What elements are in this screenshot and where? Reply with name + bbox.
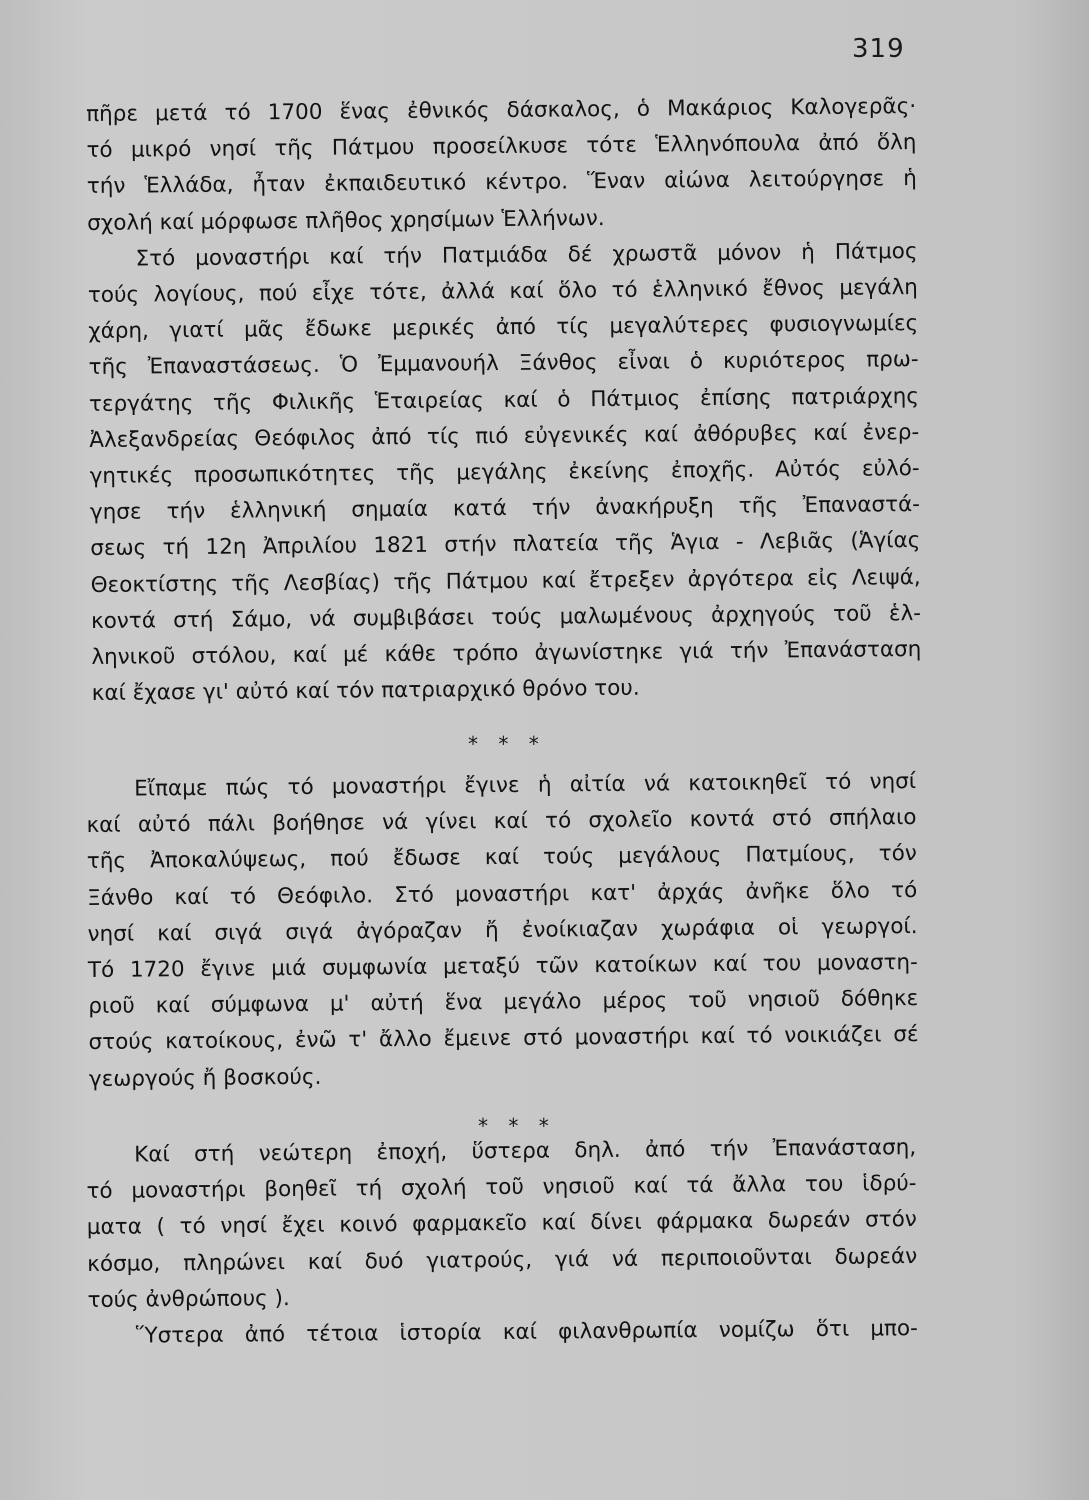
- text-line: τό μοναστήρι βοηθεῖ τή σχολή τοῦ νησιοῦ καί τά ἄλλα του ἱδρύ-: [86, 1171, 917, 1205]
- text-line: γησε τήν ἑλληνική σημαία κατά τήν ἀνακήρυξη τῆς Ἐπαναστά-: [89, 492, 921, 526]
- text-line: Ἀλεξανδρείας Θεόφιλος ἀπό τίς πιό εὐγενικές καί ἀθόρυβες καί ἐνερ-: [89, 419, 920, 453]
- text-line: Καί στή νεώτερη ἐποχή, ὕστερα δηλ. ἀπό τήν Ἐπανάσταση,: [134, 1135, 917, 1168]
- text-line: τεργάτης τῆς Φιλικῆς Ἑταιρείας καί ὁ Πάτμιος ἐπίσης πατριάρχης: [88, 383, 920, 417]
- text-line: γεωργούς ἤ βοσκούς.: [88, 1064, 322, 1092]
- text-line: Στό μοναστήρι καί τήν Πατμιάδα δέ χρωστᾶ μόνον ἡ Πάτμος: [135, 238, 918, 272]
- section-monastery-land: [86, 764, 919, 1098]
- text-line: νησί καί σιγά σιγά ἀγόραζαν ἤ ἐνοίκιαζαν χωράφια οἱ γεωργοί.: [87, 913, 918, 947]
- section-separator: * * *: [468, 732, 546, 756]
- text-line: Ξάνθο καί τό Θεόφιλο. Στό μοναστήρι κατ' ἀρχάς ἀνῆκε ὅλο τό: [87, 877, 918, 911]
- text-line: γητικές προσωπικότητες τῆς μεγάλης ἐκείνης ἐποχῆς. Αὐτός εὐλό-: [89, 456, 920, 490]
- page-edge-shadow: [1019, 0, 1089, 1500]
- text-line: ματα ( τό νησί ἔχει κοινό φαρμακεῖο καί δίνει φάρμακα δωρεάν στόν: [86, 1207, 917, 1241]
- text-line: Τό 1720 ἔγινε μιά συμφωνία μεταξύ τῶν κατοίκων καί του μοναστη-: [87, 950, 918, 984]
- text-line: στούς κατοίκους, ἐνῶ τ' ἄλλο ἔμεινε στό μοναστήρι καί τό νοικιάζει σέ: [88, 1022, 919, 1056]
- section-modern-era: [86, 1130, 918, 1355]
- section-separator: * * *: [478, 1114, 556, 1138]
- text-line: τό μικρό νησί τῆς Πάτμου προσείλκυσε τότε Ἑλληνόπουλα ἀπό ὅλη: [86, 130, 917, 164]
- text-line: ληνικοῦ στόλου, καί μέ κάθε τρόπο ἀγωνίστηκε γιά τήν Ἐπανάσταση: [91, 637, 922, 671]
- section-history-school: [86, 89, 922, 712]
- text-line: καί αὐτό πάλι βοήθησε νά γίνει καί τό σχολεῖο κοντά στό σπήλαιο: [86, 805, 917, 839]
- text-line: τούς ἀνθρώπους ).: [87, 1285, 290, 1313]
- text-line: Ὕστερα ἀπό τέτοια ἱστορία καί φιλανθρωπία νομίζω ὅτι μπο-: [135, 1316, 918, 1349]
- text-line: καί ἔχασε γι' αὐτό καί τόν πατριαρχικό θρόνο του.: [91, 675, 640, 707]
- page-number: 319: [852, 34, 905, 64]
- text-line: σχολή καί μόρφωσε πλῆθος χρησίμων Ἑλλήνων.: [87, 205, 605, 236]
- text-line: τήν Ἑλλάδα, ἦταν ἐκπαιδευτικό κέντρο. Ἕναν αἰώνα λειτούργησε ἡ: [86, 166, 917, 200]
- text-line: χάρη, γιατί μᾶς ἔδωκε μερικές ἀπό τίς μεγαλύτερες φυσιογνωμίες: [88, 311, 919, 345]
- text-line: ριοῦ καί σύμφωνα μ' αὐτή ἕνα μεγάλο μέρος τοῦ νησιοῦ δόθηκε: [88, 986, 919, 1020]
- text-line: Θεοκτίστης τῆς Λεσβίας) τῆς Πάτμου καί ἔτρεξεν ἀργότερα εἰς Λειψά,: [90, 564, 921, 598]
- text-line: κοντά στή Σάμο, νά συμβιβάσει τούς μαλωμένους ἀρχηγούς τοῦ ἑλ-: [90, 600, 922, 634]
- text-line: κόσμο, πληρώνει καί δυό γιατρούς, γιά νά περιποιοῦνται δωρεάν: [87, 1243, 918, 1277]
- text-line: τῆς Ἀποκαλύψεως, πού ἔδωσε καί τούς μεγάλους Πατμίους, τόν: [86, 841, 917, 875]
- text-line: τῆς Ἐπαναστάσεως. Ὁ Ἐμμανουήλ Ξάνθος εἶναι ὁ κυριότερος πρω-: [88, 347, 919, 381]
- text-line: σεως τή 12η Ἀπριλίου 1821 στήν πλατεία τῆς Ἁγια - Λεβιᾶς (Ἁγίας: [90, 528, 921, 562]
- text-line: Εἴπαμε πώς τό μοναστήρι ἔγινε ἡ αἰτία νά κατοικηθεῖ τό νησί: [134, 769, 917, 802]
- text-line: πῆρε μετά τό 1700 ἕνας ἐθνικός δάσκαλος, ὁ Μακάριος Καλογερᾶς·: [86, 94, 917, 127]
- text-line: τούς λογίους, πού εἶχε τότε, ἀλλά καί ὅλο τό ἑλληνικό ἔθνος μεγάλη: [87, 275, 918, 309]
